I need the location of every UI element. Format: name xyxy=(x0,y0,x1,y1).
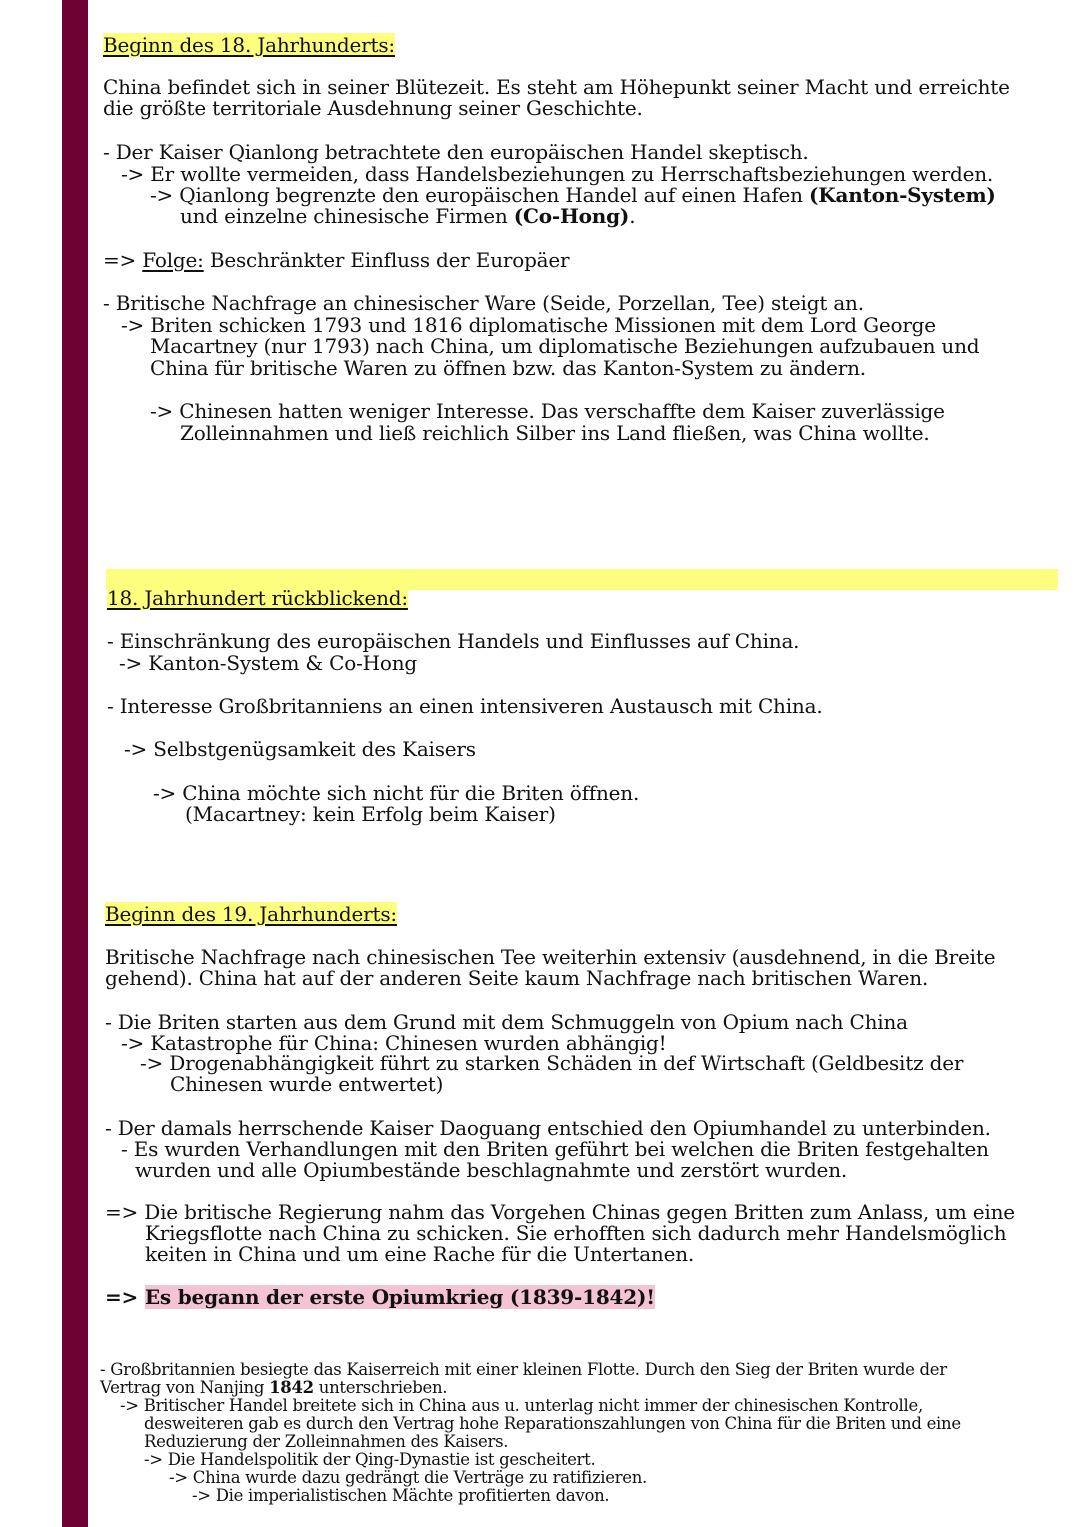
sub-bullet-cont: Zolleinnahmen und ließ reichlich Silber ins Land fließen, was China wollte. xyxy=(180,421,930,445)
paragraph-line: die größte territoriale Ausdehnung seiner Geschichte. xyxy=(103,96,643,120)
sub-bullet: -> Katastrophe für China: Chinesen wurden abhängig! xyxy=(121,1031,667,1055)
conclusion-opium-war: => Es begann der erste Opiumkrieg (1839-1842)! xyxy=(105,1285,655,1309)
paragraph-line: Britische Nachfrage nach chinesischen Tee weiterhin extensiv (ausdehnend, in die Breite xyxy=(105,945,996,969)
bullet-cont: Vertrag von Nanjing 1842 unterschrieben. xyxy=(100,1378,448,1397)
list-item: (Macartney: kein Erfolg beim Kaiser) xyxy=(185,802,556,826)
sub-bullet-cont: desweiteren gab es durch den Vertrag hohe Reparationszahlungen von China für die Briten und eine xyxy=(144,1414,961,1433)
bullet-british-demand: - Britische Nachfrage an chinesischer Ware (Seide, Porzellan, Tee) steigt an. xyxy=(103,291,864,315)
sub-bullet: -> Drogenabhängigkeit führt zu starken Schäden in def Wirtschaft (Geldbesitz der xyxy=(140,1051,964,1075)
consequence-cont: Kriegsflotte nach China zu schicken. Sie erhofften sich dadurch mehr Handelsmöglich xyxy=(145,1221,1007,1245)
highlighted-conclusion: Es begann der erste Opiumkrieg (1839-1842)! xyxy=(144,1285,655,1309)
sub-bullet-cohong: und einzelne chinesische Firmen (Co-Hong). xyxy=(180,204,636,228)
sub-bullet: -> China wurde dazu gedrängt die Verträge zu ratifizieren. xyxy=(169,1468,648,1487)
sub-bullet-cont: wurden und alle Opiumbestände beschlagnahmte und zerstört wurden. xyxy=(135,1158,848,1182)
sub-bullet-cont: Macartney (nur 1793) nach China, um diplomatische Beziehungen aufzubauen und xyxy=(150,334,980,358)
list-item: - Interesse Großbritanniens an einen intensiveren Austausch mit China. xyxy=(107,694,823,718)
sub-bullet: -> Chinesen hatten weniger Interesse. Das verschaffte dem Kaiser zuverlässige xyxy=(150,399,945,423)
section-heading-18th-century: Beginn des 18. Jahrhunderts: xyxy=(103,33,395,57)
sub-bullet: -> Briten schicken 1793 und 1816 diplomatische Missionen mit dem Lord George xyxy=(121,313,936,337)
sub-bullet: - Es wurden Verhandlungen mit den Briten geführt bei welchen die Briten festgehalten xyxy=(121,1137,989,1161)
list-item: -> Kanton-System & Co-Hong xyxy=(119,651,418,675)
consequence-line: => Die britische Regierung nahm das Vorgehen Chinas gegen Britten zum Anlass, um eine xyxy=(105,1200,1015,1224)
paragraph-line: gehend). China hat auf der anderen Seite kaum Nachfrage nach britischen Waren. xyxy=(105,966,929,990)
accent-sidebar-bar xyxy=(62,0,88,1527)
sub-bullet: -> Er wollte vermeiden, dass Handelsbeziehungen zu Herrschaftsbeziehungen werden. xyxy=(121,162,994,186)
sub-bullet-cont: China für britische Waren zu öffnen bzw. das Kanton-System zu ändern. xyxy=(150,356,866,380)
bullet-daoguang: - Der damals herrschende Kaiser Daoguang entschied den Opiumhandel zu unterbinden. xyxy=(105,1116,991,1140)
sub-bullet-cont: Chinesen wurde entwertet) xyxy=(170,1072,444,1096)
list-item: - Einschränkung des europäischen Handels und Einflusses auf China. xyxy=(107,629,800,653)
sub-bullet: -> Britischer Handel breitete sich in China aus u. unterlag nicht immer der chinesischen Kontrolle, xyxy=(120,1396,923,1415)
sub-bullet: -> Die Handelspolitik der Qing-Dynastie ist gescheitert. xyxy=(144,1450,596,1469)
consequence-line: => Folge: Beschränkter Einfluss der Europäer xyxy=(103,248,570,272)
section-heading-19th-century: Beginn des 19. Jahrhunderts: xyxy=(105,902,397,926)
section-heading-retrospective: 18. Jahrhundert rückblickend: xyxy=(107,586,408,610)
sub-bullet-kanton: -> Qianlong begrenzte den europäischen Handel auf einen Hafen (Kanton-System) xyxy=(150,183,996,207)
bullet-qianlong: - Der Kaiser Qianlong betrachtete den europäischen Handel skeptisch. xyxy=(103,140,809,164)
bullet-opium-smuggling: - Die Briten starten aus dem Grund mit dem Schmuggeln von Opium nach China xyxy=(105,1010,908,1034)
list-item: -> Selbstgenügsamkeit des Kaisers xyxy=(124,737,476,761)
list-item: -> China möchte sich nicht für die Briten öffnen. xyxy=(153,781,640,805)
sub-bullet-cont: Reduzierung der Zolleinnahmen des Kaisers. xyxy=(144,1432,509,1451)
consequence-cont: keiten in China und um eine Rache für die Untertanen. xyxy=(145,1242,695,1266)
sub-bullet: -> Die imperialistischen Mächte profitierten davon. xyxy=(192,1486,610,1505)
paragraph-line: China befindet sich in seiner Blütezeit. Es steht am Höhepunkt seiner Macht und erreichte xyxy=(103,75,1010,99)
bullet-nanjing-treaty: - Großbritannien besiegte das Kaiserreich mit einer kleinen Flotte. Durch den Sieg der Briten wurde der xyxy=(100,1360,947,1379)
